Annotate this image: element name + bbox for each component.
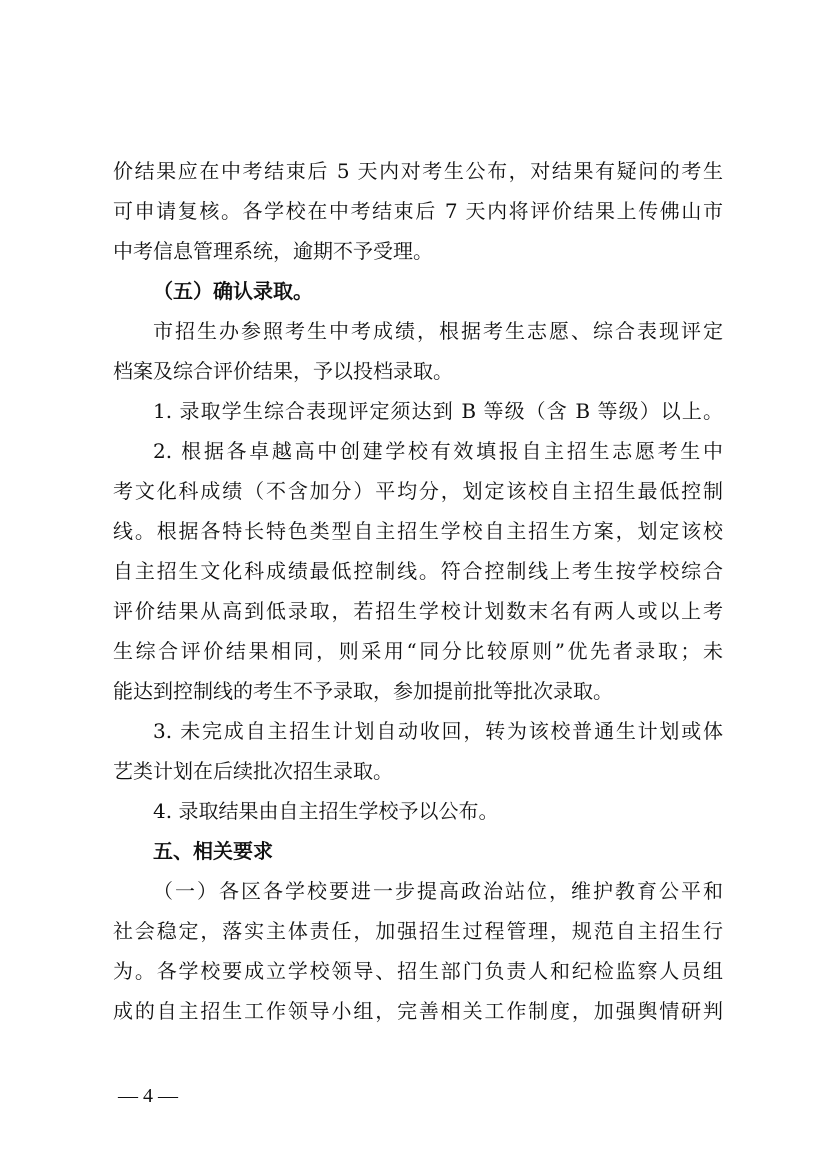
- text-line: 社会稳定，落实主体责任，加强招生过程管理，规范自主招生行: [113, 919, 723, 943]
- text-line: 成的自主招生工作领导小组，完善相关工作制度，加强舆情研判: [113, 999, 723, 1023]
- text-line: （一）各区各学校要进一步提高政治站位，维护教育公平和: [153, 879, 723, 903]
- list-item: 3. 未完成自主招生计划自动收回，转为该校普通生计划或体: [153, 719, 723, 743]
- text-line: 线。根据各特长特色类型自主招生学校自主招生方案，划定该校: [113, 519, 723, 543]
- text-line: 评价结果从高到低录取，若招生学校计划数末名有两人或以上考: [113, 599, 723, 623]
- text-line: 艺类计划在后续批次招生录取。: [113, 759, 393, 783]
- page-number: — 4 —: [118, 1085, 178, 1107]
- text-line: 市招生办参照考生中考成绩，根据考生志愿、综合表现评定: [153, 319, 723, 343]
- text-line: 自主招生文化科成绩最低控制线。符合控制线上考生按学校综合: [113, 559, 723, 583]
- text-line: 生综合评价结果相同，则采用“同分比较原则”优先者录取；未: [113, 639, 723, 663]
- list-item: 4. 录取结果由自主招生学校予以公布。: [153, 799, 499, 823]
- text-line: 能达到控制线的考生不予录取，参加提前批等批次录取。: [113, 679, 613, 703]
- section-heading: 五、相关要求: [153, 839, 273, 863]
- text-line: 可申请复核。各学校在中考结束后 7 天内将评价结果上传佛山市: [113, 199, 723, 223]
- subsection-heading: （五）确认录取。: [153, 279, 313, 303]
- text-line: 中考信息管理系统，逾期不予受理。: [113, 239, 433, 263]
- text-line: 考文化科成绩（不含加分）平均分，划定该校自主招生最低控制: [113, 479, 723, 503]
- text-line: 档案及综合评价结果，予以投档录取。: [113, 359, 453, 383]
- text-line: 为。各学校要成立学校领导、招生部门负责人和纪检监察人员组: [113, 959, 723, 983]
- list-item: 1. 录取学生综合表现评定须达到 B 等级（含 B 等级）以上。: [153, 399, 723, 423]
- text-line: 价结果应在中考结束后 5 天内对考生公布，对结果有疑问的考生: [113, 159, 723, 183]
- list-item: 2. 根据各卓越高中创建学校有效填报自主招生志愿考生中: [153, 439, 723, 463]
